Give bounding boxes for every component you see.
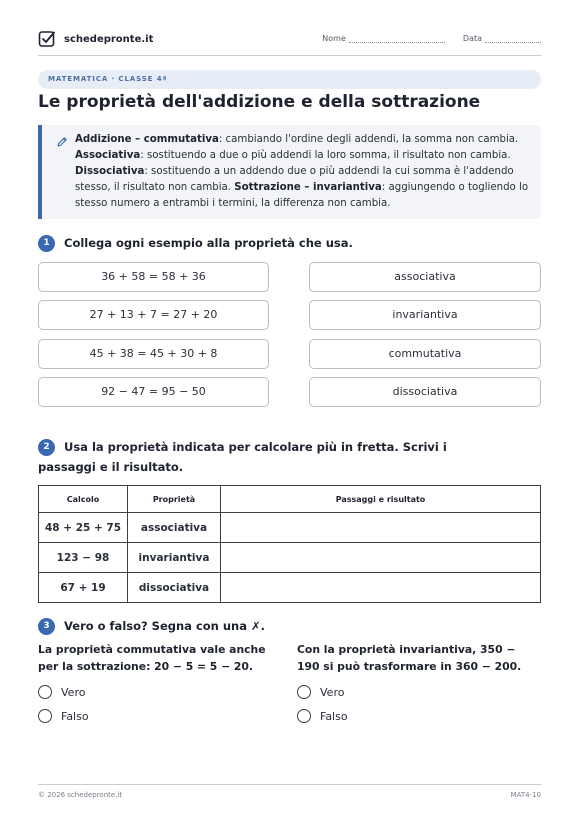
property-cell: dissociativa: [128, 573, 221, 603]
name-line[interactable]: [349, 35, 445, 43]
column-header-steps: Passaggi e risultato: [221, 486, 541, 513]
table-row: [39, 573, 541, 603]
property-cell: associativa: [128, 513, 221, 543]
answer-cell[interactable]: [221, 513, 541, 543]
rule-text: : cambiando l'ordine degli addendi, la somma non cambia.: [218, 134, 519, 145]
property-cell: invariantiva: [128, 543, 221, 573]
page-header: [38, 26, 541, 56]
table-header-row: [39, 486, 541, 513]
table-row: [39, 543, 541, 573]
name-field[interactable]: [322, 34, 445, 43]
property-box[interactable]: associativa: [309, 262, 541, 292]
radio-circle[interactable]: [297, 709, 311, 723]
date-line[interactable]: [485, 35, 541, 43]
checkbox-logo-icon: [38, 30, 56, 48]
site-logo: [38, 30, 153, 48]
worksheet-code: MAT4-10: [510, 791, 541, 799]
property-box[interactable]: dissociativa: [309, 377, 541, 407]
radio-circle[interactable]: [297, 685, 311, 699]
calc-cell: 67 + 19: [39, 573, 128, 603]
rule-text: : sostituendo a un addendo due o più addendi la cui somma è l'addendo stesso, il risultato non cambia.: [75, 166, 514, 193]
pencil-icon: [56, 136, 68, 148]
statement-1-false-option[interactable]: [38, 709, 89, 723]
example-box[interactable]: 27 + 13 + 7 = 27 + 20: [38, 300, 269, 330]
calculation-table: [38, 485, 541, 603]
rule-name: Dissociativa: [75, 166, 145, 177]
answer-cell[interactable]: [221, 543, 541, 573]
rule-text: : aggiungendo o togliendo lo stesso numero a entrambi i termini, la differenza non cambia.: [75, 182, 529, 209]
question-1-number: 1: [38, 235, 55, 252]
radio-circle[interactable]: [38, 709, 52, 723]
example-box[interactable]: 36 + 58 = 58 + 36: [38, 262, 269, 292]
subject-tag: MATEMATICA · CLASSE 4ª: [38, 70, 541, 89]
copyright-text: © 2026 schedepronte.it: [38, 791, 123, 799]
page-title: Le proprietà dell'addizione e della sottrazione: [38, 92, 481, 112]
question-2-prompt: Usa la proprietà indicata per calcolare più in fretta. Scrivi i passaggi e il risultato.: [38, 440, 447, 474]
question-3-number: 3: [38, 618, 55, 635]
date-label: Data: [462, 34, 482, 43]
date-field[interactable]: [463, 34, 541, 43]
statement-2-true-option[interactable]: [297, 685, 344, 699]
name-label: Nome: [322, 34, 346, 43]
example-box[interactable]: 92 − 47 = 95 − 50: [38, 377, 269, 407]
option-label: Falso: [320, 709, 348, 723]
site-name: schedepronte.it: [64, 33, 154, 45]
rule-name: Sottrazione – invariantiva: [234, 182, 382, 193]
option-label: Vero: [320, 685, 345, 699]
question-2-number: 2: [38, 439, 55, 456]
rule-name: Associativa: [75, 150, 141, 161]
statement-1-true-option[interactable]: [38, 685, 85, 699]
statement-1: La proprietà commutativa vale anche per la sottrazione: 20 − 5 = 5 − 20.: [38, 643, 266, 673]
calc-cell: 123 − 98: [39, 543, 128, 573]
radio-circle[interactable]: [38, 685, 52, 699]
page-footer: [38, 784, 541, 799]
rule-text: : sostituendo a due o più addendi la loro somma, il risultato non cambia.: [140, 150, 511, 161]
example-box[interactable]: 45 + 38 = 45 + 30 + 8: [38, 339, 269, 369]
column-header-property: Proprietà: [128, 486, 221, 513]
calc-cell: 48 + 25 + 75: [39, 513, 128, 543]
rule-name: Addizione – commutativa: [75, 134, 219, 145]
column-header-calc: Calcolo: [39, 486, 128, 513]
question-1-prompt: Collega ogni esempio alla proprietà che usa.: [64, 236, 353, 250]
option-label: Vero: [61, 685, 86, 699]
statement-2: Con la proprietà invariantiva, 350 − 190 si può trasformare in 360 − 200.: [297, 643, 522, 673]
question-3-prompt: Vero o falso? Segna con una ✗.: [64, 619, 265, 633]
student-fields: [322, 34, 541, 43]
statement-2-false-option[interactable]: [297, 709, 348, 723]
rules-text: [75, 132, 530, 212]
property-box[interactable]: invariantiva: [309, 300, 541, 330]
table-row: [39, 513, 541, 543]
rules-box: [38, 125, 541, 219]
answer-cell[interactable]: [221, 573, 541, 603]
option-label: Falso: [61, 709, 89, 723]
property-box[interactable]: commutativa: [309, 339, 541, 369]
